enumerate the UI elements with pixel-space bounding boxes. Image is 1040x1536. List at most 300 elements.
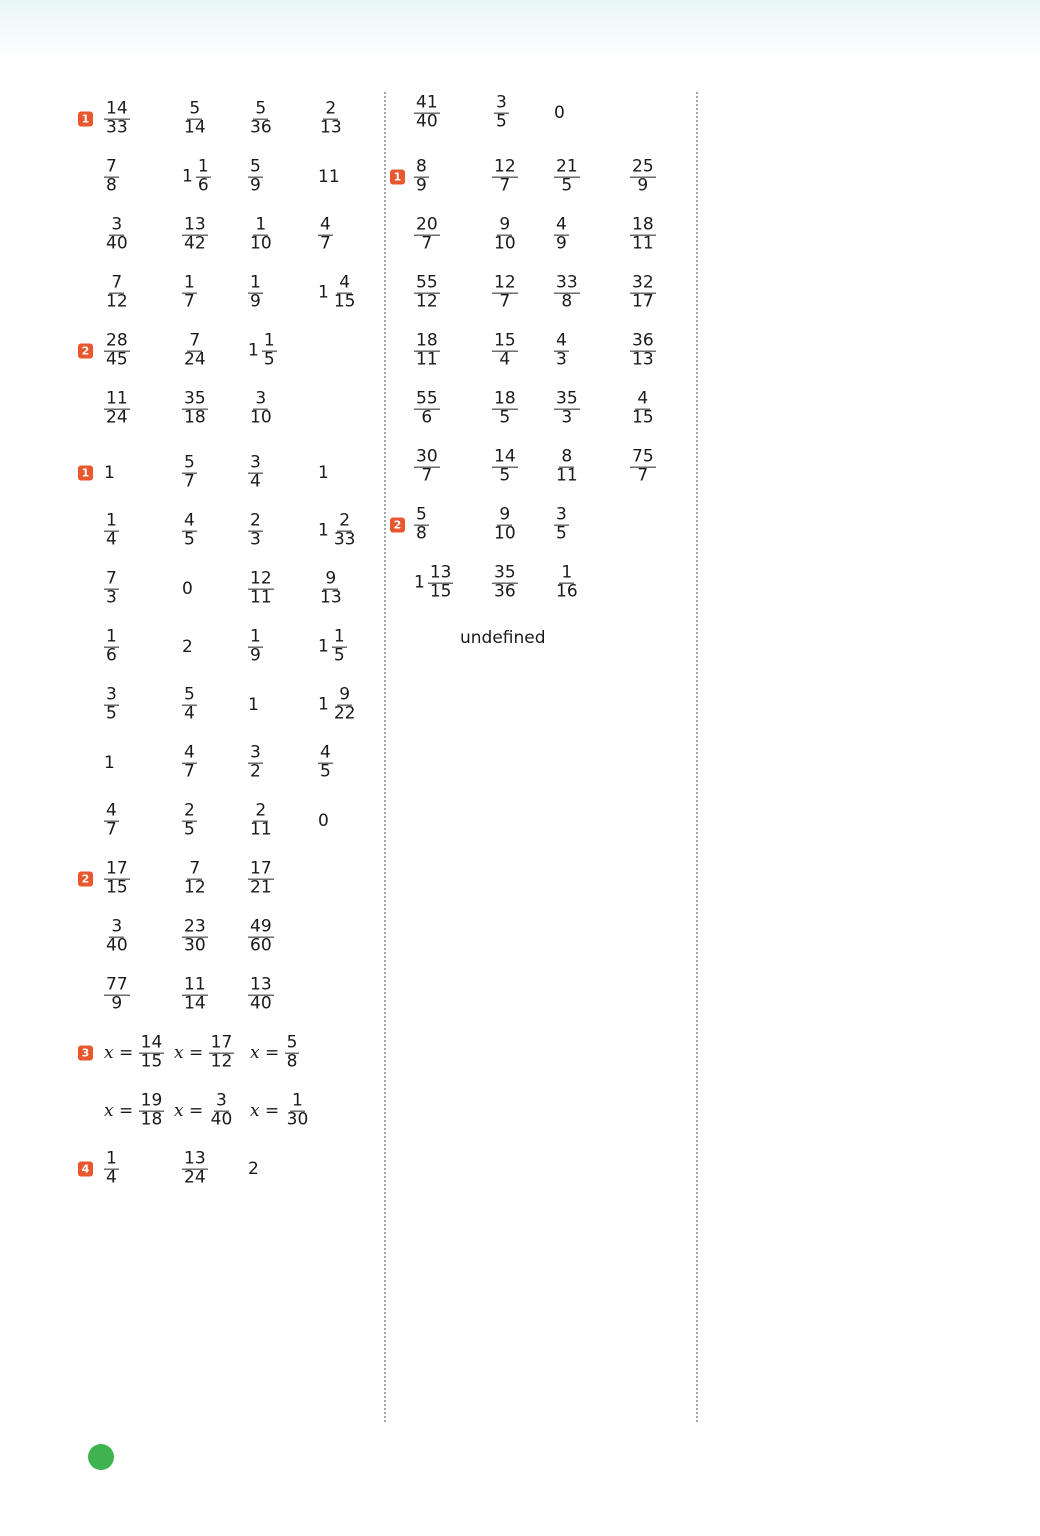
answer-row: [78, 1024, 378, 1082]
denominator: 40: [416, 111, 438, 132]
numerator: 4: [106, 800, 117, 821]
answer-row: [390, 264, 690, 322]
answer-cell: [492, 388, 518, 428]
fraction: [492, 446, 518, 486]
answer-cell: [104, 156, 119, 196]
fraction: [630, 156, 656, 196]
numerator: 4: [637, 388, 649, 409]
answer-row: [390, 322, 690, 380]
fraction: [332, 626, 347, 666]
numerator: 55: [416, 272, 438, 293]
numerator: 9: [499, 214, 511, 235]
denominator: 17: [632, 291, 654, 312]
fraction: [104, 98, 130, 138]
fraction: [318, 98, 344, 138]
numerator: 15: [494, 330, 516, 351]
answer-cell: [318, 463, 329, 483]
answer-cell: [248, 1159, 259, 1179]
fraction: [104, 272, 130, 312]
denominator: 9: [250, 175, 261, 196]
denominator: 14: [184, 993, 206, 1014]
denominator: 5: [496, 111, 507, 132]
answer-cell: [104, 753, 115, 773]
denominator: 4: [499, 349, 511, 370]
denominator: 40: [106, 935, 128, 956]
answer-cell: [318, 214, 333, 254]
denominator: 30: [184, 935, 206, 956]
answer-cell: [630, 156, 656, 196]
fraction: [630, 330, 656, 370]
numerator: 1: [561, 562, 573, 583]
numerator: 21: [556, 156, 578, 177]
variable-x: x =: [174, 1101, 209, 1121]
answer-cell: [554, 272, 580, 312]
denominator: 3: [250, 529, 261, 550]
whole-part: 1: [318, 637, 329, 657]
fraction: [248, 626, 263, 666]
variable-x: x =: [104, 1043, 139, 1063]
answer-cell: [248, 916, 274, 956]
fraction: [554, 330, 569, 370]
fraction: [554, 156, 580, 196]
denominator: 40: [106, 233, 128, 254]
answer-cell: [182, 452, 197, 492]
answer-row: [78, 676, 378, 734]
mixed-number: [318, 626, 347, 666]
fraction: [318, 568, 344, 608]
numerator: 4: [320, 742, 331, 763]
numerator: 23: [184, 916, 206, 937]
fraction: [182, 98, 208, 138]
answer-cell: [248, 626, 263, 666]
value: 1: [104, 753, 115, 773]
answer-row: [78, 850, 378, 908]
mixed-number: [182, 156, 211, 196]
answer-cell: [104, 510, 119, 550]
answer-row: [78, 444, 378, 502]
numerator: 3: [216, 1090, 227, 1111]
answer-cell: [494, 92, 509, 132]
fraction: [332, 272, 358, 312]
answer-cell: [248, 800, 274, 840]
answer-cell: [248, 568, 274, 608]
denominator: 8: [106, 175, 117, 196]
denominator: 9: [556, 233, 567, 254]
numerator: 14: [494, 446, 516, 467]
numerator: 41: [416, 92, 438, 113]
fraction: [630, 272, 656, 312]
answer-cell: [554, 562, 580, 602]
fraction: [414, 214, 440, 254]
whole-part: 1: [318, 283, 329, 303]
numerator: 17: [106, 858, 128, 879]
answer-cell: [104, 800, 119, 840]
answer-cell: [630, 388, 656, 428]
answer-cell: [554, 103, 565, 123]
answer-cell: [182, 1148, 208, 1188]
column-divider: [696, 92, 698, 1422]
mixed-number: [414, 562, 453, 602]
answer-cell: [250, 1032, 299, 1072]
fraction: [494, 92, 509, 132]
fraction: [262, 330, 277, 370]
numerator: 1: [250, 626, 261, 647]
numerator: 75: [632, 446, 654, 467]
denominator: 5: [263, 349, 275, 370]
denominator: 15: [429, 581, 452, 602]
whole-part: 1: [318, 695, 329, 715]
numerator: 2: [250, 510, 261, 531]
fraction: [492, 214, 518, 254]
answer-row: [390, 206, 690, 264]
answer-cell: [318, 684, 357, 724]
fraction: [492, 330, 518, 370]
denominator: 7: [320, 233, 331, 254]
fraction: [139, 1090, 165, 1130]
answer-cell: [414, 214, 440, 254]
denominator: 24: [184, 1167, 206, 1188]
denominator: 21: [250, 877, 272, 898]
answer-cell: [104, 916, 130, 956]
answer-row: [390, 380, 690, 438]
numerator: 1: [292, 1090, 303, 1111]
answer-cell: [182, 330, 208, 370]
numerator: 13: [184, 214, 206, 235]
fraction: [182, 510, 197, 550]
denominator: 11: [250, 587, 272, 608]
numerator: 11: [184, 974, 206, 995]
answer-cell: [492, 156, 518, 196]
fraction: [248, 974, 274, 1014]
mixed-number: [248, 330, 277, 370]
fraction: [182, 452, 197, 492]
numerator: 5: [255, 98, 267, 119]
answer-cell: [104, 1148, 119, 1188]
answer-cell: [104, 214, 130, 254]
fraction: [104, 568, 119, 608]
answer-cell: [248, 98, 274, 138]
fraction: [248, 916, 274, 956]
numerator: 1: [250, 272, 261, 293]
fraction: [182, 800, 197, 840]
answer-cell: [174, 1090, 234, 1130]
denominator: 40: [250, 993, 272, 1014]
numerator: 2: [184, 800, 195, 821]
numerator: 3: [111, 214, 123, 235]
denominator: 4: [184, 703, 195, 724]
answer-cell: [248, 214, 274, 254]
fraction: [104, 510, 119, 550]
denominator: 33: [106, 117, 128, 138]
answer-row: [78, 264, 378, 322]
answer-cell: [182, 579, 193, 599]
answer-cell: [104, 272, 130, 312]
question-marker: 1: [78, 466, 93, 481]
denominator: 13: [632, 349, 654, 370]
question-marker: 2: [390, 518, 405, 533]
numerator: 1: [333, 626, 345, 647]
fraction: [182, 684, 197, 724]
answer-cell: [414, 272, 440, 312]
numerator: 33: [556, 272, 578, 293]
answer-cell: [492, 330, 518, 370]
numerator: 12: [250, 568, 272, 589]
answer-row: [78, 502, 378, 560]
question-marker: 2: [78, 344, 93, 359]
fraction: [104, 1148, 119, 1188]
inline-cell: [460, 628, 546, 648]
fraction: [182, 214, 208, 254]
value: 1: [318, 463, 329, 483]
answer-cell: [554, 388, 580, 428]
answer-row: [78, 148, 378, 206]
fraction: [332, 684, 358, 724]
page-footer: [88, 1444, 122, 1470]
answer-cell: [492, 214, 518, 254]
denominator: 12: [184, 877, 206, 898]
fraction: [104, 858, 130, 898]
fraction: [104, 626, 119, 666]
answer-cell: [630, 214, 656, 254]
answer-row: [78, 206, 378, 264]
answer-cell: [248, 974, 274, 1014]
fraction: [104, 388, 130, 428]
denominator: 6: [197, 175, 209, 196]
fraction: [318, 742, 333, 782]
denominator: 9: [250, 291, 261, 312]
answer-cell: [182, 800, 197, 840]
numerator: 5: [286, 1032, 298, 1053]
fraction: [248, 388, 274, 428]
answer-cell: [492, 504, 518, 544]
inline-row: [390, 612, 690, 664]
answer-cell: [318, 742, 333, 782]
answer-cell: [182, 742, 197, 782]
value: 0: [554, 103, 565, 123]
answer-row: [78, 734, 378, 792]
answer-cell: [492, 272, 518, 312]
answer-cell: [104, 388, 130, 428]
denominator: 7: [184, 291, 195, 312]
denominator: 7: [499, 175, 511, 196]
denominator: 5: [499, 407, 511, 428]
numerator: 9: [325, 568, 337, 589]
answer-row: [78, 90, 378, 148]
denominator: 7: [184, 471, 195, 492]
answer-cell: [104, 1090, 164, 1130]
value: 0: [182, 579, 193, 599]
fraction: [248, 742, 263, 782]
denominator: 5: [184, 529, 195, 550]
numerator: 5: [250, 156, 261, 177]
denominator: 5: [556, 523, 567, 544]
answer-cell: [414, 504, 429, 544]
variable-x: x =: [250, 1101, 285, 1121]
fraction: [414, 504, 429, 544]
numerator: 9: [499, 504, 511, 525]
answer-cell: [104, 330, 130, 370]
answer-row: [78, 966, 378, 1024]
answer-row: [390, 496, 690, 554]
fraction: [248, 568, 274, 608]
denominator: 10: [250, 407, 272, 428]
numerator: 1: [184, 272, 195, 293]
denominator: 22: [333, 703, 356, 724]
numerator: 3: [106, 684, 117, 705]
numerator: 5: [184, 452, 195, 473]
numerator: 13: [250, 974, 272, 995]
answer-cell: [104, 684, 119, 724]
fraction: [182, 330, 208, 370]
numerator: 1: [106, 510, 117, 531]
fraction: [414, 446, 440, 486]
denominator: 10: [250, 233, 272, 254]
numerator: 3: [255, 388, 267, 409]
fraction: [332, 510, 358, 550]
answer-cell: [554, 446, 580, 486]
denominator: 60: [250, 935, 272, 956]
fraction: [104, 684, 119, 724]
fraction: [182, 742, 197, 782]
fraction: [182, 974, 208, 1014]
denominator: 45: [106, 349, 128, 370]
numerator: 1: [255, 214, 267, 235]
answer-cell: [182, 684, 197, 724]
value: 2: [182, 637, 193, 657]
mixed-number: [318, 510, 357, 550]
numerator: 4: [556, 330, 567, 351]
fraction: [209, 1090, 235, 1130]
denominator: 5: [333, 645, 345, 666]
answer-cell: [554, 330, 569, 370]
variable-x: x =: [174, 1043, 209, 1063]
numerator: 13: [429, 562, 452, 583]
denominator: 18: [184, 407, 206, 428]
answer-row: [78, 1082, 378, 1140]
fraction: [414, 92, 440, 132]
whole-part: 1: [182, 167, 193, 187]
denominator: 9: [637, 175, 649, 196]
answer-cell: [554, 156, 580, 196]
numerator: 77: [106, 974, 128, 995]
numerator: 20: [416, 214, 438, 235]
answer-cell: [554, 504, 569, 544]
answer-cell: [104, 1032, 164, 1072]
fraction: [630, 214, 656, 254]
numerator: 4: [184, 742, 195, 763]
answer-cell: [630, 330, 656, 370]
denominator: 2: [250, 761, 261, 782]
denominator: 42: [184, 233, 206, 254]
denominator: 4: [250, 471, 261, 492]
fraction: [248, 214, 274, 254]
numerator: 35: [556, 388, 578, 409]
denominator: 9: [111, 993, 123, 1014]
fraction: [554, 214, 569, 254]
denominator: 16: [556, 581, 578, 602]
numerator: 18: [416, 330, 438, 351]
fraction: [248, 272, 263, 312]
fraction: [554, 562, 580, 602]
numerator: 4: [339, 272, 351, 293]
fraction: [209, 1032, 235, 1072]
numerator: 32: [632, 272, 654, 293]
page-number: [88, 1444, 114, 1470]
fraction: [492, 562, 518, 602]
answer-cell: [492, 562, 518, 602]
fraction: [182, 858, 208, 898]
answer-cell: [248, 858, 274, 898]
value: undefined: [460, 628, 546, 648]
fraction: [104, 800, 119, 840]
denominator: 3: [561, 407, 573, 428]
numerator: 36: [632, 330, 654, 351]
fraction: [104, 974, 130, 1014]
denominator: 7: [421, 233, 433, 254]
numerator: 11: [106, 388, 128, 409]
numerator: 8: [561, 446, 573, 467]
answer-cell: [182, 510, 197, 550]
numerator: 12: [494, 156, 516, 177]
denominator: 5: [499, 465, 511, 486]
value: 0: [318, 811, 329, 831]
fraction: [492, 272, 518, 312]
numerator: 4: [184, 510, 195, 531]
denominator: 15: [632, 407, 654, 428]
value: 11: [318, 167, 340, 187]
denominator: 11: [416, 349, 438, 370]
answer-cell: [104, 463, 115, 483]
numerator: 8: [416, 156, 427, 177]
numerator: 5: [189, 98, 201, 119]
fraction: [554, 504, 569, 544]
answer-row: [78, 792, 378, 850]
denominator: 36: [494, 581, 516, 602]
numerator: 18: [494, 388, 516, 409]
question-marker: 1: [390, 170, 405, 185]
answer-cell: [182, 916, 208, 956]
numerator: 1: [197, 156, 209, 177]
numerator: 30: [416, 446, 438, 467]
denominator: 8: [416, 523, 427, 544]
fraction: [630, 388, 656, 428]
fraction: [414, 156, 429, 196]
answer-column-1: [78, 84, 378, 1198]
variable-x: x =: [104, 1101, 139, 1121]
denominator: 5: [106, 703, 117, 724]
fraction: [414, 272, 440, 312]
whole-part: 1: [248, 341, 259, 361]
answer-cell: [182, 858, 208, 898]
fraction: [554, 388, 580, 428]
denominator: 5: [184, 819, 195, 840]
answer-cell: [630, 446, 656, 486]
fraction: [104, 214, 130, 254]
denominator: 18: [140, 1109, 163, 1130]
numerator: 3: [250, 452, 261, 473]
denominator: 30: [286, 1109, 309, 1130]
fraction: [248, 98, 274, 138]
denominator: 4: [106, 529, 117, 550]
fraction: [104, 330, 130, 370]
answer-row: [78, 322, 378, 380]
denominator: 4: [106, 1167, 117, 1188]
numerator: 5: [416, 504, 427, 525]
answer-cell: [492, 446, 518, 486]
denominator: 15: [333, 291, 356, 312]
answer-cell: [414, 330, 440, 370]
denominator: 8: [561, 291, 573, 312]
